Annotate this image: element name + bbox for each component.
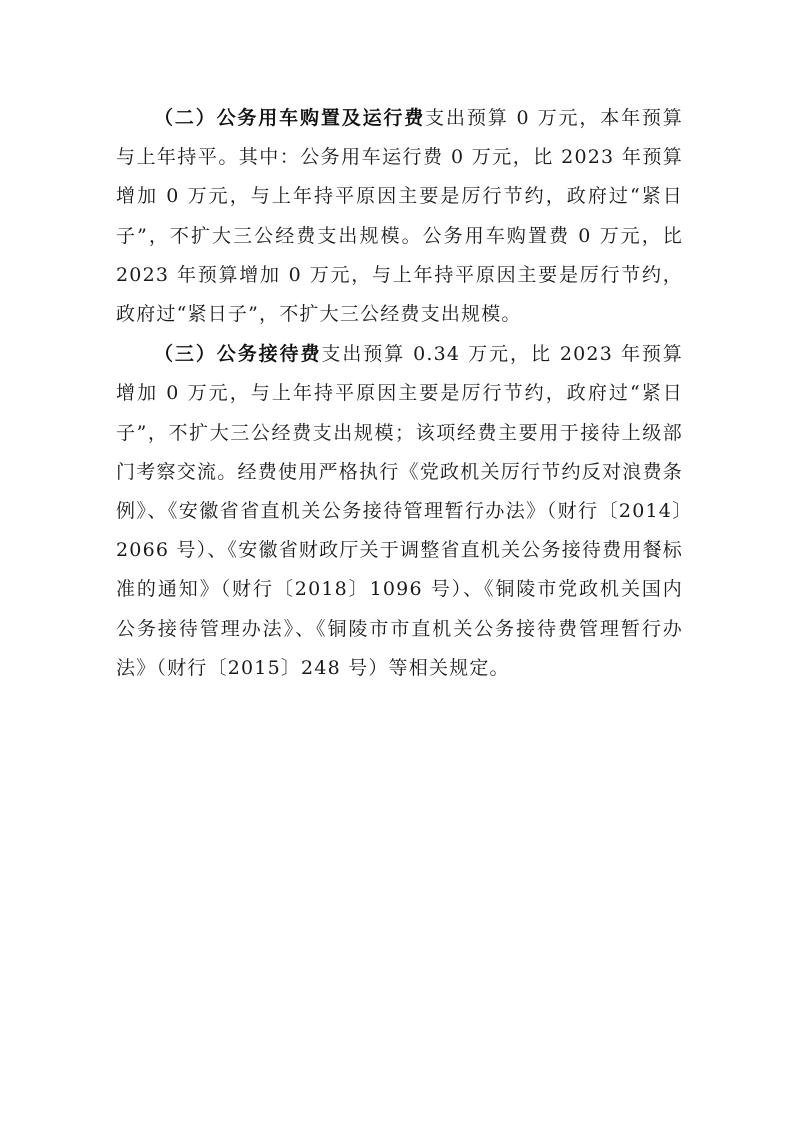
paragraph-text-vehicle: 支出预算 0 万元，本年预算与上年持平。其中：公务用车运行费 0 万元，比 2023 年预算增加 0 万元，与上年持平原因主要是厉行节约，政府过“紧日子”，不扩大三公经费支出规模。公务用车购置费 0 万元，比 2023 年预算增加 0 万元，与上年持平原因主要是厉行节约，政府过“紧日子”，不扩大三公经费支出规模。 — [116, 107, 683, 326]
section-heading-vehicle: （二）公务用车购置及运行费 — [154, 107, 426, 129]
section-heading-reception: （三）公务接待费 — [154, 343, 322, 366]
paragraph-vehicle-expenses — [116, 99, 683, 334]
document-body — [116, 99, 683, 688]
paragraph-reception-expenses — [116, 335, 683, 688]
paragraph-text-reception: 支出预算 0.34 万元，比 2023 年预算增加 0 万元，与上年持平原因主要是厉行节约，政府过“紧日子”，不扩大三公经费支出规模；该项经费主要用于接待上级部门考察交流。经费使用严格执行《党政机关厉行节约反对浪费条例》、《安徽省省直机关公务接待管理暂行办法》（财行〔2014〕2066 号）、《安徽省财政厅关于调整省直机关公务接待费用餐标准的通知》（财行〔2018〕1096 号）、《铜陵市党政机关国内公务接待管理办法》、《铜陵市市直机关公务接待费管理暂行办法》（财行〔2015〕248 号）等相关规定。 — [116, 343, 684, 679]
